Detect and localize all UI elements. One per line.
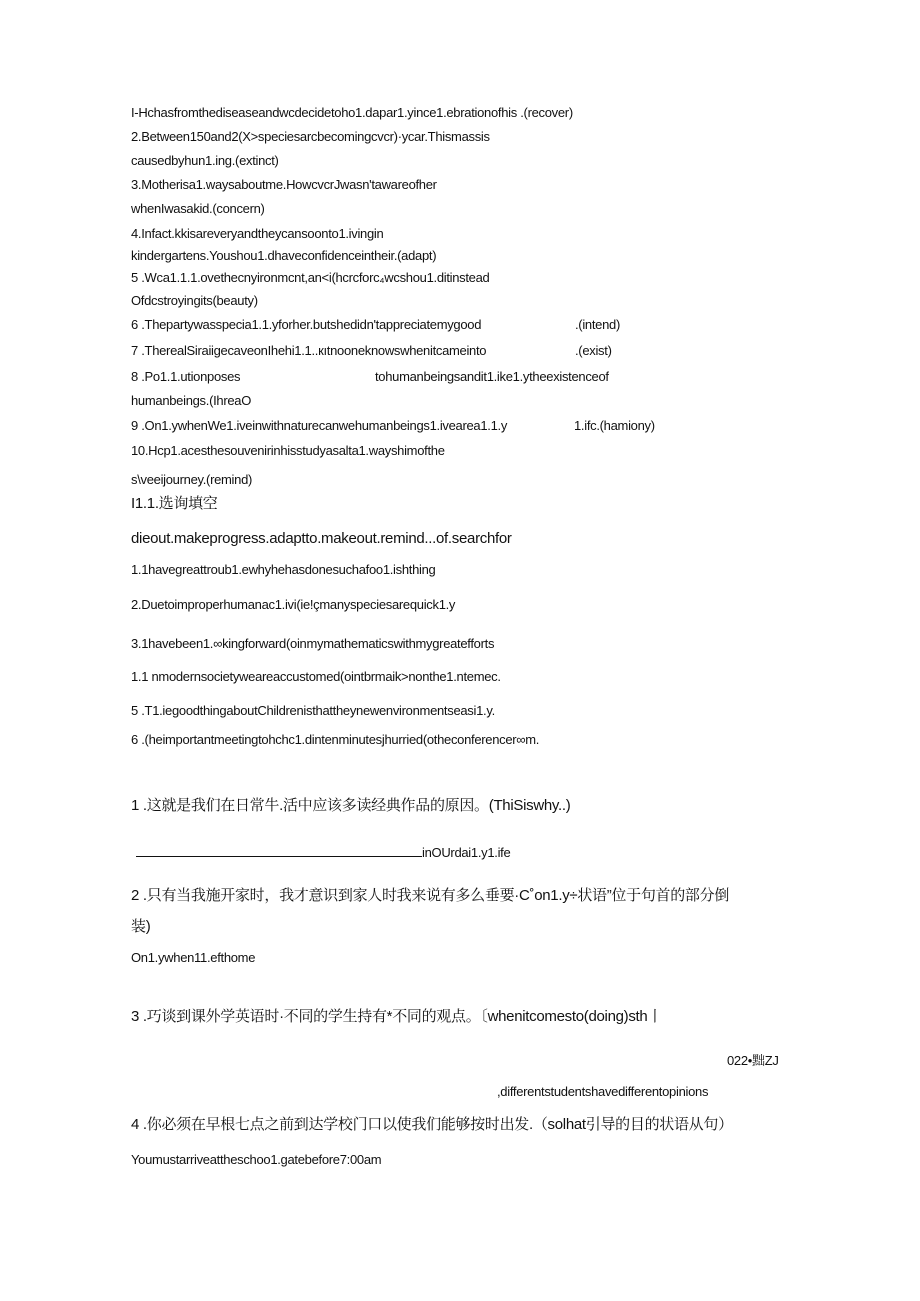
translation-question-1: 1 .这就是我们在日常牛.活中应该多读经典作品的原因。(ThiSiswhy..) bbox=[131, 797, 571, 814]
exercise-6-hint: .(intend) bbox=[575, 317, 620, 332]
answer-blank bbox=[136, 844, 422, 857]
exercise-3-line-1: 3.Motherisa1.waysaboutme.HowcvcrJwasn'tawareofher bbox=[131, 177, 437, 192]
exercise-7-line: 7 .TherealSiraiigecaveonIhehi1.1..кıtnooneknowswhenitcameinto bbox=[131, 343, 487, 358]
fill-in-item-5: 5 .T1.iegoodthingaboutChildrenisthattheynewenvironmentseasi1.y. bbox=[131, 703, 495, 718]
exercise-3-line-2: whenIwasakid.(concern) bbox=[131, 201, 265, 216]
phrase-bank: dieout.makeprogress.adaptto.makeout.remind...of.searchfor bbox=[131, 530, 512, 547]
fill-in-item-3: 3.1havebeen1.∞kingforward(oinmymathematicswithmygreatefforts bbox=[131, 636, 495, 651]
exercise-1-line: I-Hchasfromthediseaseandwcdecidetoho1.dapar1.yince1.ebrationofhis .(recover) bbox=[131, 105, 573, 120]
section-title-fill-in: I1.1.选询填空 bbox=[131, 495, 218, 512]
exercise-10-line-1: 10.Hcp1.acesthesouvenirinhisstudyasalta1.wayshimofthe bbox=[131, 443, 445, 458]
translation-question-4: 4 .你必须在早根七点之前到达学校门口以使我们能够按时出发.（solhat引导的目的状语从句） bbox=[131, 1116, 733, 1133]
translation-question-3: 3 .巧谈到课外学英语时·不同的学生持有*不同的观点。〔whenitcomesto(doing)sth丨 bbox=[131, 1008, 663, 1025]
exercise-2-line-1: 2.Between150and2(X>speciesarcbecomingcvcr)·ycar.Thismassis bbox=[131, 129, 490, 144]
page-mark: 022•黜ZJ bbox=[727, 1053, 779, 1068]
fill-in-item-4: 1.1 nmodernsocietyweareaccustomed(ointbrmaik>nonthe1.ntemec. bbox=[131, 669, 501, 684]
translation-question-2-line-1: 2 .只有当我施开家时，我才意识到家人时我来说有多么垂要·C˚on1.y÷状语”位于句首的部分倒 bbox=[131, 887, 730, 904]
translation-answer-1 bbox=[136, 844, 510, 861]
exercise-8-line-a: 8 .Po1.1.utionposes bbox=[131, 369, 241, 384]
exercise-7-hint: .(exist) bbox=[575, 343, 612, 358]
translation-answer-2: On1.ywhen11.efthome bbox=[131, 950, 256, 965]
exercise-10-line-2: s\veeijourney.(remind) bbox=[131, 472, 253, 487]
exercise-8-line-b: tohumanbeingsandit1.ike1.ytheexistenceof bbox=[375, 369, 609, 384]
exercise-5-line-1: 5 .Wca1.1.1.ovethecnyironmcnt,an<i(hcrcforc₄wcshou1.ditinstead bbox=[131, 270, 490, 285]
fill-in-item-6: 6 .(heimportantmeetingtohchc1.dintenminutesjhurried(otheconferencer∞m. bbox=[131, 732, 540, 747]
answer-1-tail: inOUrdai1.y1.ife bbox=[422, 845, 511, 860]
exercise-4-line-1: 4.Infact.kkisareveryandtheycansoonto1.ivingin bbox=[131, 226, 384, 241]
translation-answer-4: Youmustarriveattheschoo1.gatebefore7:00am bbox=[131, 1152, 382, 1167]
fill-in-item-2: 2.Duetoimproperhumanac1.ivi(ie!çmanyspeciesarequick1.y bbox=[131, 597, 456, 612]
translation-answer-3: ,differentstudentshavedifferentopinions bbox=[497, 1084, 709, 1099]
fill-in-item-1: 1.1havegreattroub1.ewhyhehasdonesuchafoo1.ishthing bbox=[131, 562, 436, 577]
translation-question-2-line-2: 装) bbox=[131, 918, 151, 935]
exercise-5-line-2: Ofdcstroyingits(beauty) bbox=[131, 293, 258, 308]
exercise-4-line-2: kindergartens.Youshou1.dhaveconfidenceintheir.(adapt) bbox=[131, 248, 437, 263]
exercise-9-hint: 1.ifc.(hamiony) bbox=[574, 418, 655, 433]
exercise-2-line-2: causedbyhun1.ing.(extinct) bbox=[131, 153, 279, 168]
exercise-6-line: 6 .Thepartywasspecia1.1.yforher.butshedidn'tappreciatemygood bbox=[131, 317, 482, 332]
exercise-8-line-2: humanbeings.(IhreaO bbox=[131, 393, 252, 408]
exercise-9-line: 9 .On1.ywhenWe1.iveinwithnaturecanwehumanbeings1.ivearea1.1.y bbox=[131, 418, 508, 433]
